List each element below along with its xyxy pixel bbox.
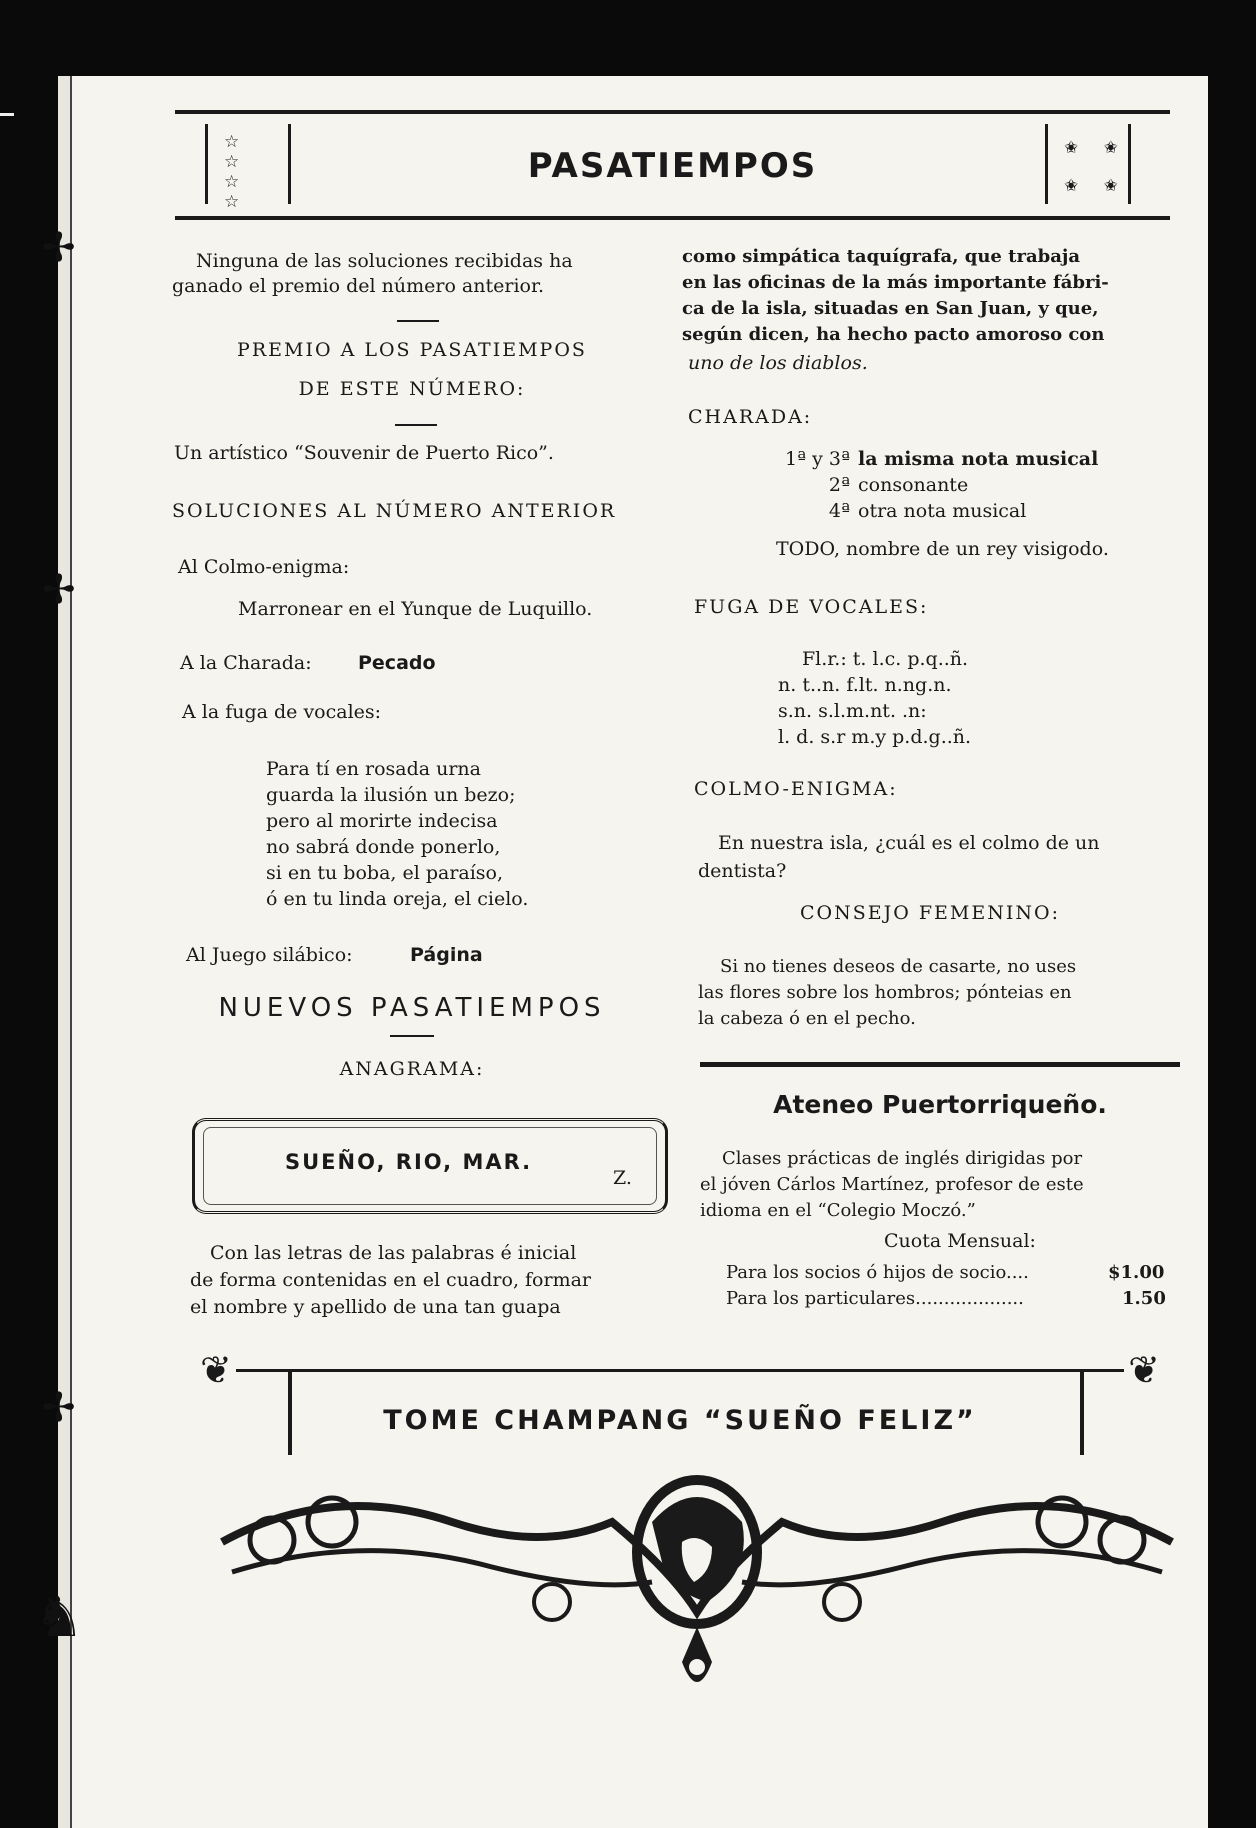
banner-text: TOME CHAMPANG “SUEÑO FELIZ” [383, 1405, 977, 1436]
fleuron-icon: ❦ [200, 1348, 232, 1392]
charade-heading: CHARADA: [688, 406, 813, 428]
divider [395, 424, 437, 426]
fee-heading: Cuota Mensual: [884, 1230, 1036, 1252]
anagram-box [192, 1118, 668, 1214]
charade-key: 2ª [828, 474, 850, 496]
vowel-heading: FUGA DE VOCALES: [694, 596, 929, 618]
intro-text: ganado el premio del número anterior. [172, 275, 545, 297]
prize-heading: DE ESTE NÚMERO: [298, 378, 526, 400]
poem-line: ó en tu linda oreja, el cielo. [266, 888, 529, 910]
solution-answer: Marronear en el Yunque de Luquillo. [238, 598, 593, 620]
spine-ornament-icon: ♞ [34, 1585, 85, 1650]
charade-value: otra nota musical [858, 500, 1027, 522]
floral-ornament [212, 1462, 1182, 1712]
charade-value: la misma nota musical [858, 448, 1099, 470]
solution-label: Al Juego silábico: [186, 944, 353, 966]
page-title: PASATIEMPOS [527, 146, 818, 186]
banner-rule [236, 1369, 1124, 1372]
charade-key: 1ª y 3ª [784, 448, 850, 470]
vowel-line: Fl.r.: t. l.c. p.q..ñ. [802, 648, 969, 670]
solution-label: A la Charada: [180, 652, 312, 674]
anagram-initial: Z. [613, 1167, 632, 1189]
anagram-words: SUEÑO, RIO, MAR. [285, 1150, 533, 1174]
solution-answer: Pecado [358, 652, 436, 674]
enigma-text: dentista? [698, 860, 787, 882]
advice-text: Si no tienes deseos de casarte, no uses [720, 956, 1077, 977]
fleuron-icon: ❦ [1128, 1348, 1160, 1392]
divider [390, 1035, 434, 1037]
solution-label: Al Colmo-enigma: [178, 556, 350, 578]
poem [266, 756, 528, 912]
poem-line: no sabrá donde ponerlo, [266, 836, 501, 858]
advice-text: la cabeza ó en el pecho. [698, 1008, 916, 1029]
vowel-line: l. d. s.r m.y p.d.g..ñ. [778, 726, 972, 748]
fee-value: 1.50 [1122, 1288, 1166, 1309]
star-box-right [1045, 124, 1131, 204]
poem-line: si en tu boba, el paraíso, [266, 862, 504, 884]
continued-text: ca de la isla, situadas en San Juan, y que, [682, 298, 1099, 319]
charade-key: 4ª [828, 500, 850, 522]
anagram-heading: ANAGRAMA: [339, 1058, 485, 1080]
star-icon: ✬ ✬ [1064, 176, 1128, 196]
advice-text: las flores sobre los hombros; pónteias en [698, 982, 1072, 1003]
solutions-heading: SOLUCIONES AL NÚMERO ANTERIOR [172, 500, 617, 522]
header-rule [175, 110, 1170, 114]
anagram-text: el nombre y apellido de una tan guapa [190, 1296, 561, 1318]
poem-line: Para tí en rosada urna [266, 758, 481, 780]
spine-ornament-icon: ✢ [42, 225, 76, 271]
ateneo-text: idioma en el “Colegio Moczó.” [700, 1200, 976, 1221]
edge-mark [0, 113, 14, 116]
binding-spine [58, 76, 72, 1828]
intro-text: Ninguna de las soluciones recibidas ha [196, 250, 573, 272]
fee-label: Para los socios ó hijos de socio.... [726, 1262, 1029, 1283]
vowel-line: s.n. s.l.m.nt. .n: [778, 700, 927, 722]
spine-ornament-icon: ✢ [42, 567, 76, 613]
continued-text: según dicen, ha hecho pacto amoroso con [682, 324, 1105, 345]
anagram-text: de forma contenidas en el cuadro, formar [190, 1269, 592, 1291]
poem-line: guarda la ilusión un bezo; [266, 784, 516, 806]
ateneo-text: el jóven Cárlos Martínez, profesor de este [700, 1174, 1084, 1195]
champagne-banner [200, 1348, 1160, 1455]
star-icon: ☆ ☆ [224, 172, 250, 212]
continued-text: como simpática taquígrafa, que trabaja [682, 246, 1081, 267]
poem-line: pero al morirte indecisa [266, 810, 498, 832]
fee-value: $1.00 [1108, 1262, 1165, 1283]
prize-heading: PREMIO A LOS PASATIEMPOS [237, 339, 587, 361]
header-rule [175, 216, 1170, 220]
section-rule [700, 1062, 1180, 1067]
prize-text: Un artístico “Souvenir de Puerto Rico”. [174, 442, 554, 464]
section-header [175, 110, 1170, 222]
continued-text: uno de los diablos. [688, 352, 868, 374]
star-icon: ☆ ☆ [224, 132, 250, 172]
star-icon: ✬ ✬ [1064, 138, 1128, 158]
vowel-line: n. t..n. f.lt. n.ng.n. [778, 674, 952, 696]
charade-todo: TODO, nombre de un rey visigodo. [776, 538, 1109, 560]
solution-answer: Página [410, 944, 483, 966]
new-puzzles-heading: NUEVOS PASATIEMPOS [218, 993, 606, 1023]
ateneo-text: Clases prácticas de inglés dirigidas por [722, 1148, 1083, 1169]
charade-value: consonante [858, 474, 969, 496]
fee-label: Para los particulares................... [726, 1288, 1024, 1309]
spine-ornament-icon: ✢ [42, 1385, 76, 1431]
continued-text: en las oficinas de la más importante fábri- [682, 272, 1109, 293]
divider [397, 320, 439, 322]
solution-label: A la fuga de vocales: [182, 701, 382, 723]
anagram-text: Con las letras de las palabras é inicial [210, 1242, 577, 1264]
ateneo-title: Ateneo Puertorriqueño. [773, 1090, 1107, 1119]
enigma-text: En nuestra isla, ¿cuál es el colmo de un [718, 832, 1100, 854]
advice-heading: CONSEJO FEMENINO: [800, 902, 1060, 924]
enigma-heading: COLMO-ENIGMA: [694, 778, 898, 800]
